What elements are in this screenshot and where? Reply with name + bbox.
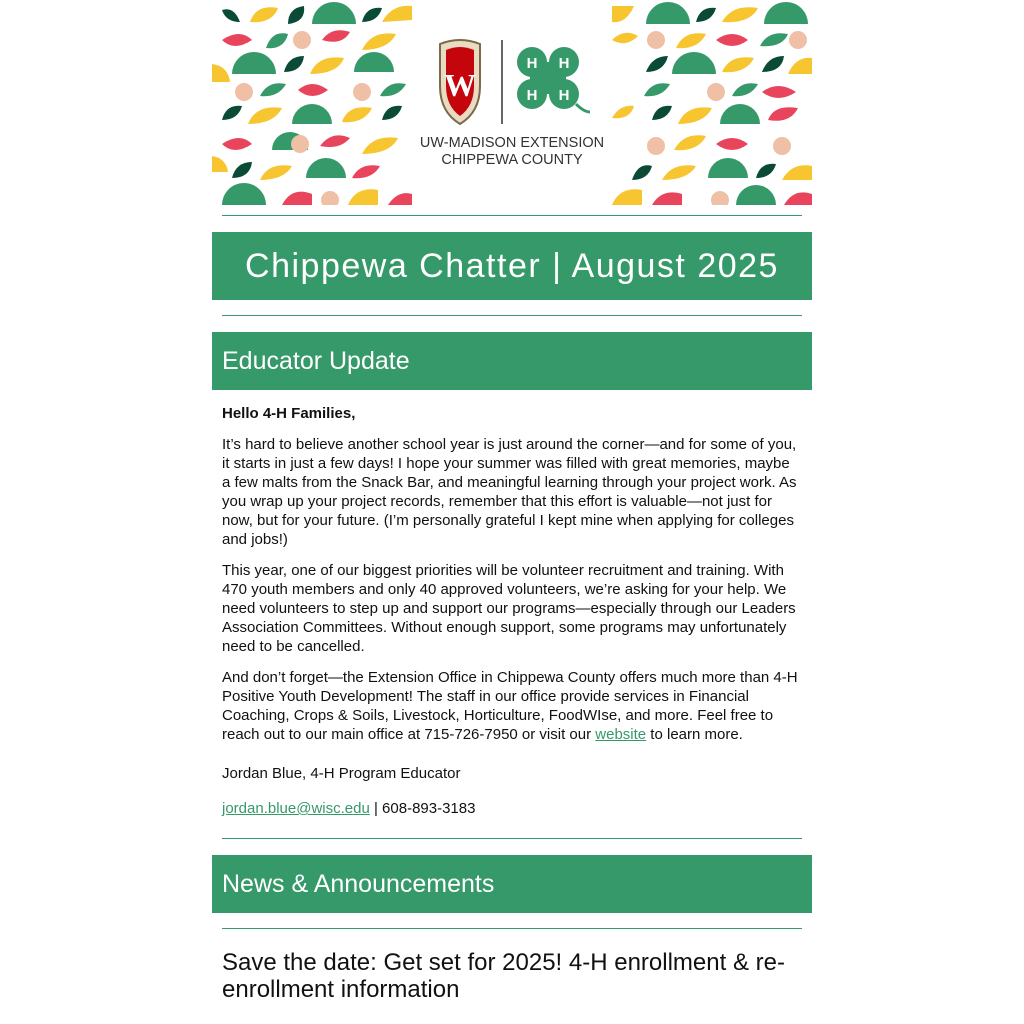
paragraph-1: It’s hard to believe another school year is just around the corner—and for some of you, it starts in just a few days! I hope your summer was filled with great memories, maybe a few malts from the Snack Bar, and meaningful learning through your project work. As you wrap up your project records, remember that this effort is valuable—not just for now, but for your future. (I’m personally grateful I kept mine when applying for colleges and jobs!) (222, 436, 797, 548)
uw-letter: W (444, 67, 476, 103)
header-banner (212, 0, 812, 205)
email-link[interactable]: jordan.blue@wisc.edu (222, 800, 370, 817)
svg-text:H: H (558, 55, 570, 72)
logo-text-line1: UW-MADISON EXTENSION (419, 135, 605, 151)
educator-update-heading: Educator Update (212, 332, 812, 390)
extension-logo (412, 0, 612, 205)
svg-text:H: H (526, 55, 538, 72)
contact-line (222, 799, 802, 818)
uw-crest-icon (440, 40, 480, 124)
news-item-title: Save the date: Get set for 2025! 4-H enrollment & re-enrollment information (222, 949, 785, 1003)
greeting: Hello 4-H Families, (222, 405, 356, 422)
website-link[interactable]: website (595, 726, 647, 743)
educator-update-body (212, 404, 812, 818)
newsletter (212, 0, 812, 1003)
clover-icon (517, 47, 590, 112)
svg-text:H: H (558, 87, 570, 104)
phone-number: | 608-893-3183 (369, 800, 476, 817)
logo-text-line2: CHIPPEWA COUNTY (441, 152, 583, 168)
svg-text:H: H (526, 87, 538, 104)
newsletter-title: Chippewa Chatter | August 2025 (212, 232, 812, 300)
signature: Jordan Blue, 4-H Program Educator (222, 765, 461, 782)
news-heading: News & Announcements (212, 855, 812, 913)
paragraph-2: This year, one of our biggest priorities will be volunteer recruitment and training. With 470 youth members and only 40 approved volunteers, we’re asking for your help. We need volunteers to step up and support our programs—especially through our Leaders Association Committees. Without enough support, some programs may unfortunately need to be cancelled. (222, 562, 796, 655)
pattern-left (212, 0, 412, 205)
paragraph-3: And don’t forget—the Extension Office in Chippewa County offers much more than 4-H Positive Youth Development! The staff in our office provide services in Financial Coaching, Crops & Soils, Livestock, Horticulture, FoodWIse, and more. Feel free to reach out to our main office at 715-726-7950 or visit our website to learn more. (222, 669, 798, 743)
pattern-right (612, 0, 812, 205)
